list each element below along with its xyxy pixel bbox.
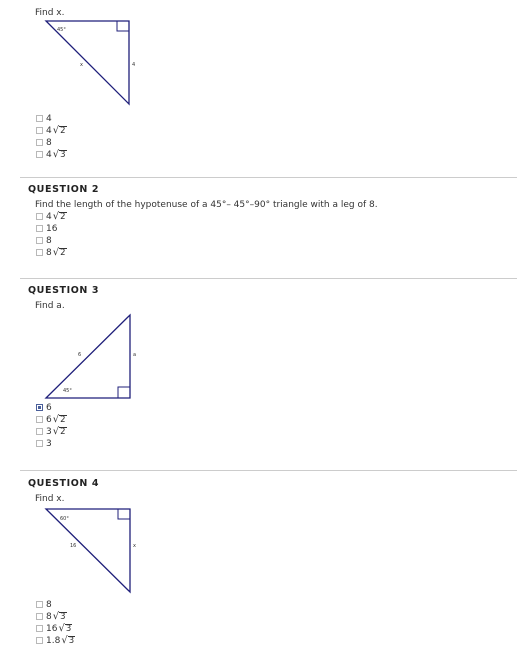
radio-button[interactable]	[36, 416, 43, 423]
radicand: 2	[60, 426, 66, 437]
q1-option[interactable]	[36, 113, 52, 124]
option-text: 4	[46, 211, 52, 222]
separator	[20, 470, 517, 471]
q3-hyp-label: 6	[78, 352, 82, 358]
square-root-radical	[53, 427, 67, 437]
q3-heading: QUESTION 3	[28, 285, 100, 296]
radical-sign-icon: √	[52, 610, 60, 622]
q2-prompt: Find the length of the hypotenuse of a 45°– 45°–90° triangle with a leg of 8.	[35, 200, 378, 210]
square-root-radical	[53, 415, 67, 425]
square-root-radical	[53, 150, 67, 160]
q1-triangle-figure	[40, 18, 140, 108]
option-text: 8	[46, 599, 52, 610]
q4-triangle-figure	[40, 505, 140, 595]
q1-triangle	[46, 21, 129, 104]
radio-button[interactable]	[36, 601, 43, 608]
q4-triangle	[46, 509, 130, 592]
radio-button[interactable]	[36, 249, 43, 256]
q4-option[interactable]	[36, 599, 52, 610]
square-root-radical	[53, 612, 67, 622]
square-root-radical	[53, 212, 67, 222]
radicand: 3	[60, 611, 66, 622]
radical-sign-icon: √	[52, 246, 60, 258]
option-text: 6	[46, 414, 52, 425]
option-text: 16	[46, 223, 58, 234]
option-text: 4	[46, 113, 52, 124]
q2-option[interactable]	[36, 235, 52, 246]
square-root-radical	[53, 126, 67, 136]
q3-option[interactable]	[36, 438, 52, 449]
q4-heading: QUESTION 4	[28, 478, 100, 489]
q1-option[interactable]	[36, 137, 52, 148]
option-text: 1.8	[46, 635, 61, 646]
q4-prompt: Find x.	[35, 494, 65, 504]
radio-button[interactable]	[36, 139, 43, 146]
q4-angle-label: 60°	[60, 516, 69, 522]
separator	[20, 278, 517, 279]
q2-heading: QUESTION 2	[28, 184, 100, 195]
option-text: 3	[46, 426, 52, 437]
radio-button[interactable]	[36, 127, 43, 134]
radical-sign-icon: √	[52, 210, 60, 222]
q4-hyp-label: 16	[70, 543, 77, 549]
radio-button[interactable]	[36, 237, 43, 244]
radicand: 3	[68, 635, 75, 646]
option-text: 3	[46, 438, 52, 449]
q3-triangle	[46, 315, 130, 398]
radio-button[interactable]	[36, 440, 43, 447]
option-text: 4	[46, 149, 52, 160]
q3-triangle-figure	[40, 312, 140, 402]
radical-sign-icon: √	[52, 425, 60, 437]
radical-sign-icon: √	[61, 634, 68, 646]
q1-angle-label: 45°	[57, 27, 66, 33]
radicand: 2	[60, 125, 66, 136]
q1-side-label: 4	[132, 62, 136, 68]
q1-prompt: Find x.	[35, 8, 65, 18]
square-root-radical	[61, 636, 75, 646]
q4-side-label: x	[133, 543, 136, 549]
q3-option[interactable]	[36, 402, 52, 413]
q1-option[interactable]	[36, 125, 67, 136]
radicand: 2	[60, 414, 66, 425]
radical-sign-icon: √	[52, 413, 60, 425]
radio-button[interactable]	[36, 213, 43, 220]
q4-option[interactable]	[36, 623, 72, 634]
radicand: 2	[60, 247, 66, 258]
radio-button[interactable]	[36, 637, 43, 644]
radio-button[interactable]	[36, 613, 43, 620]
q1-right-angle-mark	[117, 21, 129, 31]
radical-sign-icon: √	[52, 148, 60, 160]
radio-button[interactable]	[36, 428, 43, 435]
radical-sign-icon: √	[58, 622, 65, 634]
radicand: 2	[60, 211, 66, 222]
radio-button[interactable]	[36, 151, 43, 158]
option-text: 8	[46, 235, 52, 246]
radicand: 3	[60, 149, 66, 160]
q3-angle-label: 45°	[63, 388, 72, 394]
q4-option[interactable]	[36, 635, 75, 646]
radio-button[interactable]	[36, 404, 43, 411]
option-text: 16	[46, 623, 58, 634]
option-text: 8	[46, 137, 52, 148]
option-text: 8	[46, 247, 52, 258]
separator	[20, 177, 517, 178]
q2-option[interactable]	[36, 211, 67, 222]
square-root-radical	[53, 248, 67, 258]
q2-option[interactable]	[36, 223, 57, 234]
option-text: 8	[46, 611, 52, 622]
q4-option[interactable]	[36, 611, 67, 622]
q3-right-angle-mark	[118, 387, 130, 398]
q3-option[interactable]	[36, 426, 67, 437]
option-text: 4	[46, 125, 52, 136]
q3-prompt: Find a.	[35, 301, 65, 311]
q1-option[interactable]	[36, 149, 67, 160]
radio-button[interactable]	[36, 625, 43, 632]
radio-button[interactable]	[36, 225, 43, 232]
square-root-radical	[58, 624, 72, 634]
q1-hyp-label: x	[80, 62, 83, 68]
q2-option[interactable]	[36, 247, 67, 258]
radical-sign-icon: √	[52, 124, 60, 136]
radicand: 3	[65, 623, 72, 634]
option-text: 6	[46, 402, 52, 413]
q3-option[interactable]	[36, 414, 67, 425]
radio-button[interactable]	[36, 115, 43, 122]
q3-side-label: a	[133, 352, 137, 358]
q4-right-angle-mark	[118, 509, 130, 519]
